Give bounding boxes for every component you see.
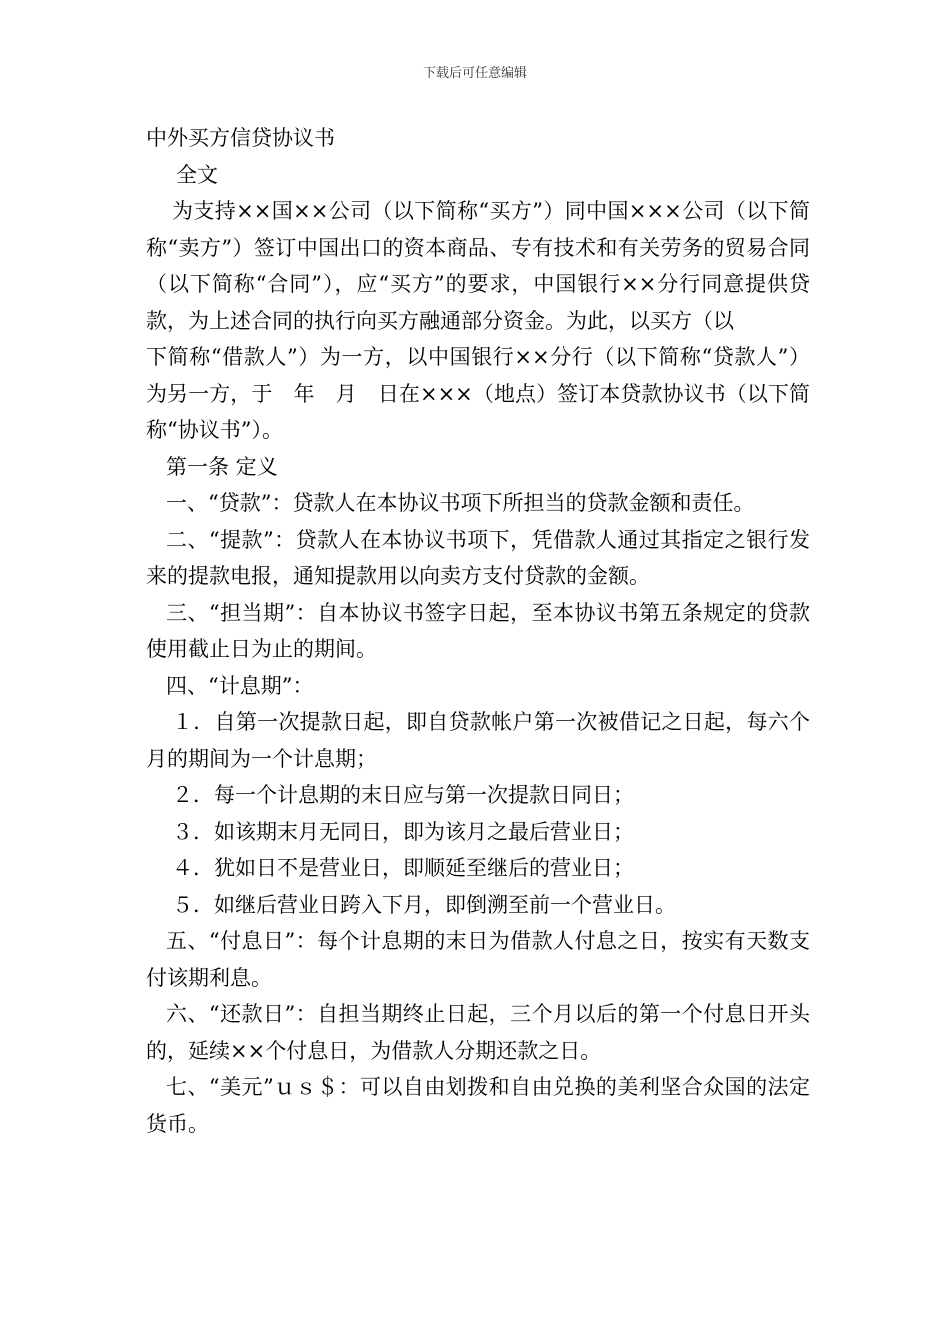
definition-4-item-4: ４．犹如日不是营业日，即顺延至继后的营业日； <box>172 856 634 880</box>
definition-4-item-2: ２．每一个计息期的末日应与第一次提款日同日； <box>172 783 634 807</box>
definition-4-item-5: ５．如继后营业日跨入下月，即倒溯至前一个营业日。 <box>172 892 676 917</box>
definition-7: 七、“美元”ｕｓ＄：可以自由划拨和自由兑换的美利坚合众国的法定货币。 <box>146 1075 810 1136</box>
definition-1: 一、“贷款”：贷款人在本协议书项下所担当的贷款金额和责任。 <box>166 491 755 515</box>
document-body <box>146 120 810 1142</box>
definition-4-item-1: １．自第一次提款日起，即自贷款帐户第一次被借记之日起，每六个月的期间为一个计息期； <box>146 710 810 771</box>
document-title: 中外买方信贷协议书 <box>146 126 335 150</box>
definition-4: 四、“计息期”： <box>166 673 314 698</box>
definition-6: 六、“还款日”：自担当期终止日起，三个月以后的第一个付息日开头的，延续××个付息日，为借款人分期还款之日。 <box>146 1002 810 1063</box>
definition-2: 二、“提款”：贷款人在本协议书项下，凭借款人通过其指定之银行发来的提款电报，通知提款用以向卖方支付贷款的金额。 <box>146 527 810 588</box>
header-note: 下载后可任意编辑 <box>422 66 527 81</box>
definition-5: 五、“付息日”：每个计息期的末日为借款人付息之日，按实有天数支付该期利息。 <box>146 929 810 990</box>
definition-3: 三、“担当期”：自本协议书签字日起，至本协议书第五条规定的贷款使用截止日为止的期间。 <box>146 600 810 661</box>
article-1-heading: 第一条 定义 <box>166 454 278 479</box>
section-full-text: 全文 <box>176 162 218 187</box>
intro-paragraph-1: 为支持××国××公司（以下简称“买方”）同中国×××公司（以下简称“卖方”）签订中国出口的资本商品、专有技术和有关劳务的贸易合同（以下简称“合同”），应“买方”的要求，中国银行××分行同意提供贷款，为上述合同的执行向买方融通部分资金。为此，以买方（以 <box>146 199 810 333</box>
definition-4-item-3: ３．如该期末月无同日，即为该月之最后营业日； <box>172 819 634 844</box>
intro-paragraph-2: 下简称“借款人”）为一方，以中国银行××分行（以下简称“贷款人”）为另一方，于 年 月 日在×××（地点）签订本贷款协议书（以下简称“协议书”）。 <box>146 345 810 442</box>
